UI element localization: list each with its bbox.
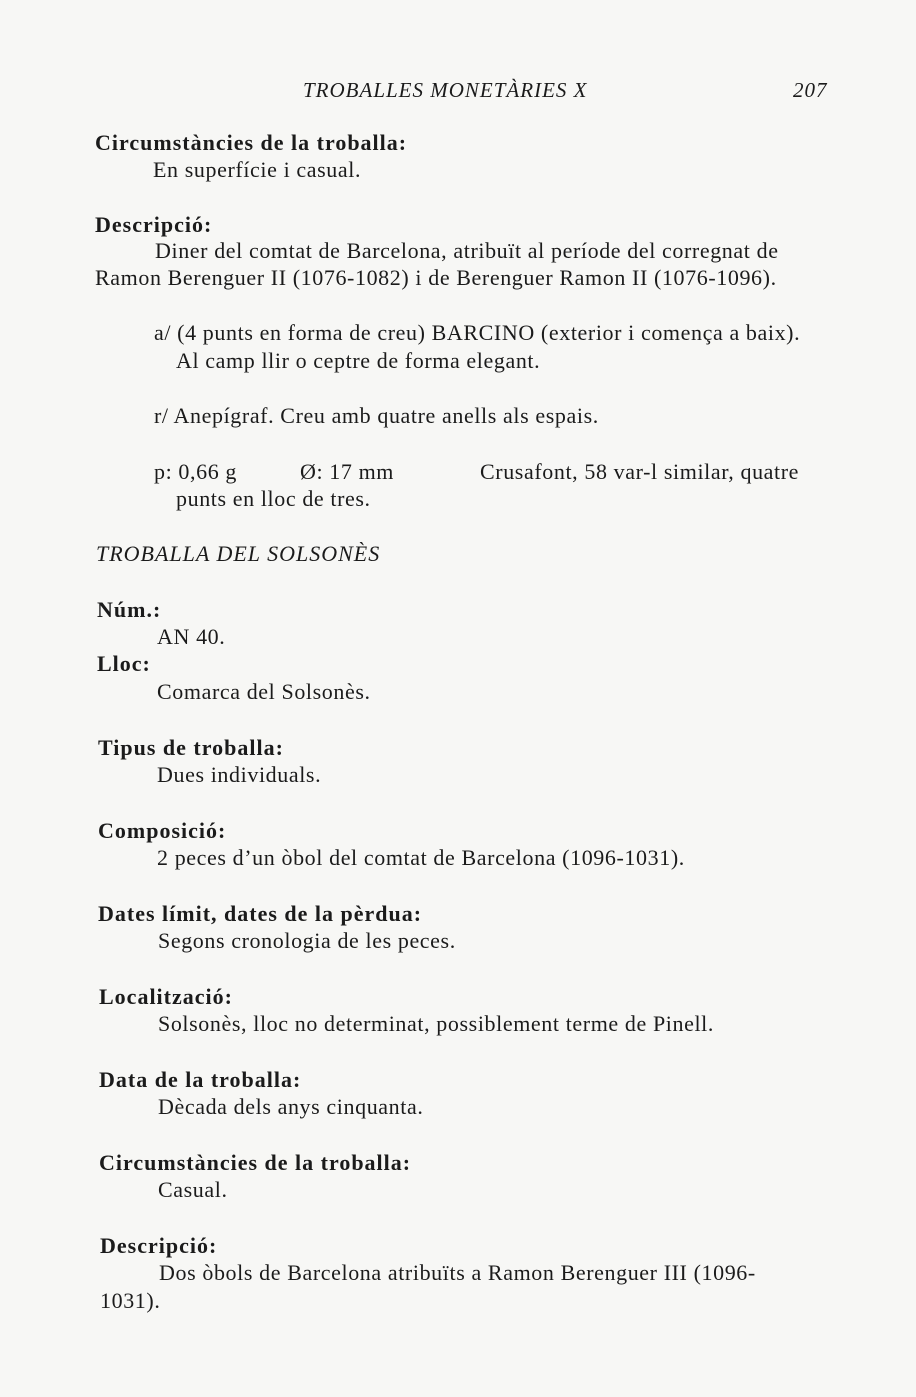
obverse-line2: Al camp llir o ceptre de forma elegant.: [176, 348, 541, 373]
description-text-line1: Diner del comtat de Barcelona, atribuït al període del corregnat de: [155, 238, 779, 263]
composition-value: 2 peces d’un òbol del comtat de Barcelona (1096-1031).: [157, 845, 685, 870]
description-text-line2: Ramon Berenguer II (1076-1082) i de Berenguer Ramon II (1076-1096).: [95, 265, 777, 290]
description2-line2: 1031).: [100, 1288, 161, 1313]
dates-heading: Dates límit, dates de la pèrdua:: [98, 901, 423, 926]
circumstances-heading: Circumstàncies de la troballa:: [95, 130, 408, 155]
section-title: TROBALLA DEL SOLSONÈS: [96, 541, 381, 566]
type-value: Dues individuals.: [157, 762, 322, 787]
description2-heading: Descripció:: [100, 1233, 218, 1258]
reference-line1: Crusafont, 58 var-l similar, quatre: [480, 459, 800, 484]
dates-value: Segons cronologia de les peces.: [158, 928, 456, 953]
find-date-heading: Data de la troballa:: [99, 1067, 302, 1092]
circumstances2-heading: Circumstàncies de la troballa:: [99, 1150, 412, 1175]
running-header-title: TROBALLES MONETÀRIES X: [303, 78, 588, 102]
type-heading: Tipus de troballa:: [98, 735, 284, 760]
diameter-value: Ø: 17 mm: [300, 459, 395, 484]
place-heading: Lloc:: [97, 651, 151, 676]
circumstances-text: En superfície i casual.: [153, 157, 362, 182]
location-value: Solsonès, lloc no determinat, possiblement terme de Pinell.: [158, 1011, 714, 1036]
weight-value: p: 0,66 g: [154, 459, 238, 484]
reverse-text: r/ Anepígraf. Creu amb quatre anells als espais.: [154, 403, 599, 428]
reference-line2: punts en lloc de tres.: [176, 486, 371, 511]
find-date-value: Dècada dels anys cinquanta.: [158, 1094, 424, 1119]
page-number: 207: [793, 78, 828, 102]
num-heading: Núm.:: [97, 597, 162, 622]
location-heading: Localització:: [99, 984, 233, 1009]
obverse-line1: a/ (4 punts en forma de creu) BARCINO (exterior i comença a baix).: [154, 320, 801, 345]
place-value: Comarca del Solsonès.: [157, 679, 371, 704]
num-value: AN 40.: [157, 624, 226, 649]
composition-heading: Composició:: [98, 818, 227, 843]
description-heading: Descripció:: [95, 212, 213, 237]
description2-line1: Dos òbols de Barcelona atribuïts a Ramon Berenguer III (1096-: [159, 1260, 756, 1285]
circumstances2-value: Casual.: [158, 1177, 228, 1202]
